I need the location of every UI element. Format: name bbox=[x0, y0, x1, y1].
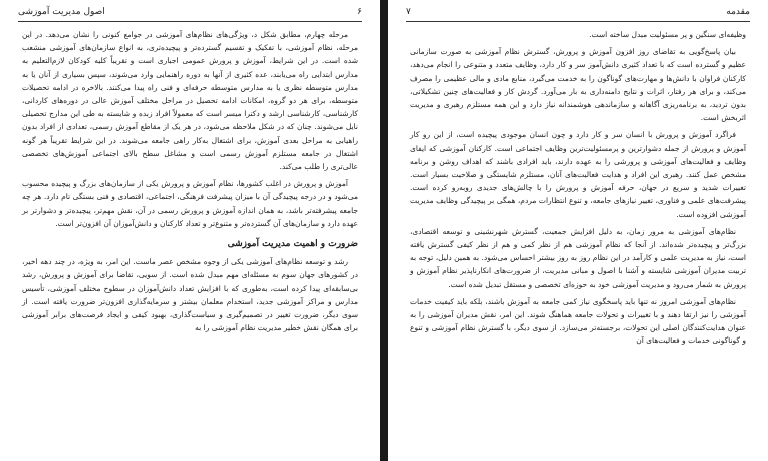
right-page-header bbox=[406, 4, 750, 20]
left-paragraph-2: آموزش و پرورش در اغلب کشورها، نظام آموزش و پرورش یکی از سازمان‌های بزرگ و پیچیده محسوب می‌شود و در درجه پیچیدگی آن با میزان پیشرفت فرهنگی، اجتماعی، اقتصادی و فنی بستگی تام دارد. هر چه جامعه پیشرفته‌تر باشد، به همان اندازه آموزش و پرورش رسمی در آن، نقش مهم‌تر، پیچیده‌تر و دشوارتر بر عهده دارد و سازمان‌های آن گسترده‌تر و متنوع‌تر و تعداد کارکنان و دانش‌آموزان آن افزون‌تر است. bbox=[22, 179, 358, 228]
left-section-paragraph-1: رشد و توسعه نظام‌های آموزشی یکی از وجوه مشخص عصر ماست. این امر، به ویژه، در چند دهه اخیر، در کشورهای جهان سوم به مسئله‌ای مهم مبدل شده است. از سویی، تقاضا برای آموزش و پرورش، رشد بی‌سابقه‌ای پیدا کرده است، به‌طوری که با افزایش تعداد دانش‌آموزان در سطوح مختلف آموزشی، تأسیس مدارس و مراکز آموزشی جدید، استخدام معلمان بیشتر و سرمایه‌گذاری افزون‌تر ضرورت یافته است. از سوی دیگر، ضرورت تغییر در تصمیم‌گیری و سیاست‌گذاری، بهبود کیفی و ایجاد فرصت‌های برابر آموزشی برای همگان نقش خطیر مدیریت نظام آموزشی را به bbox=[22, 257, 358, 333]
right-running-head: مقدمه bbox=[726, 7, 750, 17]
section-heading: ضرورت و اهمیت مدیریت آموزشی bbox=[227, 239, 358, 250]
right-page-number: ۷ bbox=[406, 7, 411, 17]
left-body-text bbox=[22, 28, 358, 338]
right-paragraph-2: بیان پاسخ‌گویی به تقاضای روز افزون آموزش و پرورش، گسترش نظام آموزشی به صورت سازمانی عظیم و گسترده است که با تعداد کثیری دانش‌آموز سر و کار دارد، وظایف متعدد و متنوعی را انجام می‌دهد، کارکنان فراوان با دانش‌ها و مهارت‌های گوناگون را به خدمت می‌گیرد، منابع مادی و مالی عظیمی را مصرف می‌کند، و برای هر رفتار، اثرات و نتایج دامنه‌داری به بار می‌آورد. گردش کار و فعالیت‌های چنین تشکیلاتی، بدون تردید، به برنامه‌ریزی آگاهانه و سازماندهی هوشمندانه نیاز دارد و این همه مستلزم رهبری و مدیریت اثربخش است. bbox=[410, 47, 746, 123]
left-page bbox=[0, 0, 380, 461]
right-header-rule bbox=[406, 21, 750, 22]
left-paragraph-1: مرحله چهارم، مطابق شکل د، ویژگی‌های نظام‌های آموزشی در جوامع کنونی را نشان می‌دهد. در این مرحله، نظام آموزشی، با تفکیک و تقسیم گسترده‌تر و پیچیده‌تری، به انواع سازمان‌های آموزشی منشعب شده است. در این شرایط، آموزش و پرورش عمومی اجباری است و تقریباً کلیه کودکان لازم‌التعلیم به مدارس ابتدایی راه می‌یابند، عده کثیری از آنها به دوره راهنمایی وارد می‌شوند، سپس بسیاری از آنان یا به مدارس متوسطه نظری یا به مدارس متوسطه حرفه‌ای و فنی راه پیدا می‌کنند. بالاخره در ادامه تحصیلات متوسطه، برای هر دو گروه، امکانات ادامه تحصیل در مراحل مختلف آموزش عالی در دوره‌های کاردانی، کارشناسی، کارشناسی ارشد و دکترا میسر است که معمولاً افراد زبده و شایسته به طی این مدارج تحصیلی نایل می‌شوند. چنان که در شکل ملاحظه می‌شود، در هر یک از مقاطع آموزش رسمی، تعدادی از افراد بدون راهیابی به مراحل بعدی آموزش، برای اشتغال به‌کار راهی جامعه می‌شوند. در این شرایط تقریباً هر گونه اشتغال در جامعه مستلزم آموزش رسمی است و مشاغل سطح بالای اجتماعی آموزش‌های تخصصی عالی‌تری را طلب می‌کند. bbox=[22, 30, 358, 172]
right-paragraph-1: وظیفه‌ای سنگین و پر مسئولیت مبدل ساخته است. bbox=[589, 30, 746, 39]
right-paragraph-4: نظام‌های آموزشی به مرور زمان، به دلیل افزایش جمعیت، گسترش شهرنشینی و توسعه اقتصادی، بزرگ‌تر و پیچیده‌تر شده‌اند. از آنجا که نظام آموزشی هم از نظر کمی و هم از نظر کیفی گسترش یافته است، نیاز به مدیریت علمی و کارآمد در این نظام روز به روز بیشتر احساس می‌شود. به همین دلیل، توجه به تربیت مدیران آموزشی شایسته و آشنا با اصول و مبانی مدیریت، از ضرورت‌های انکارناپذیر نظام آموزش و پرورش به شمار می‌رود و مدیریت آموزشی خود به حوزه‌ای تخصصی و مستقل تبدیل شده است. bbox=[410, 226, 746, 289]
right-paragraph-5: نظام‌های آموزشی امروز نه تنها باید پاسخگوی نیاز کمی جامعه به آموزش باشند، بلکه باید کیفیت خدمات آموزشی را نیز ارتقا دهند و با تغییرات و تحولات جامعه هماهنگ شوند. این امر، نقش مدیران آموزشی را به عنوان هدایت‌کنندگان اصلی این تحولات، برجسته‌تر می‌سازد. از سوی دیگر، با گسترش نظام آموزشی و تنوع و گوناگونی خدمات و فعالیت‌های آن bbox=[410, 296, 746, 346]
left-header-rule bbox=[18, 21, 362, 22]
right-paragraph-3: فراگرد آموزش و پرورش با انسان سر و کار دارد و چون انسان موجودی پیچیده است، از این رو کار آموزش و پرورش از جمله دشوارترین و پرمسئولیت‌ترین وظایف اجتماعی است. کارکنان آموزشی که ایفای وظایف و فعالیت‌های آموزشی و پرورشی را به عهده دارند، باید افرادی باشند که اهداف روشن و برنامه مشخص عمل کنند. رهبری این افراد و هدایت فعالیت‌های آنان، مستلزم شایستگی و صلاحیت بسیار است. تغییرات شدید و سریع در جهان، حرفه آموزش و پرورش را با چالش‌های جدیدی روبه‌رو کرده است. پیشرفت‌های علمی و فناوری، تغییر نیازهای جامعه، و تنوع انتظارات مردم، همگی بر پیچیدگی وظایف مدیریت آموزشی افزوده است. bbox=[410, 130, 746, 219]
right-page bbox=[388, 0, 768, 461]
right-body-text bbox=[410, 28, 746, 352]
left-page-header bbox=[18, 4, 362, 20]
book-gutter bbox=[380, 0, 388, 461]
left-page-number: ۶ bbox=[357, 7, 362, 17]
left-running-head: اصول مدیریت آموزشی bbox=[18, 7, 105, 17]
